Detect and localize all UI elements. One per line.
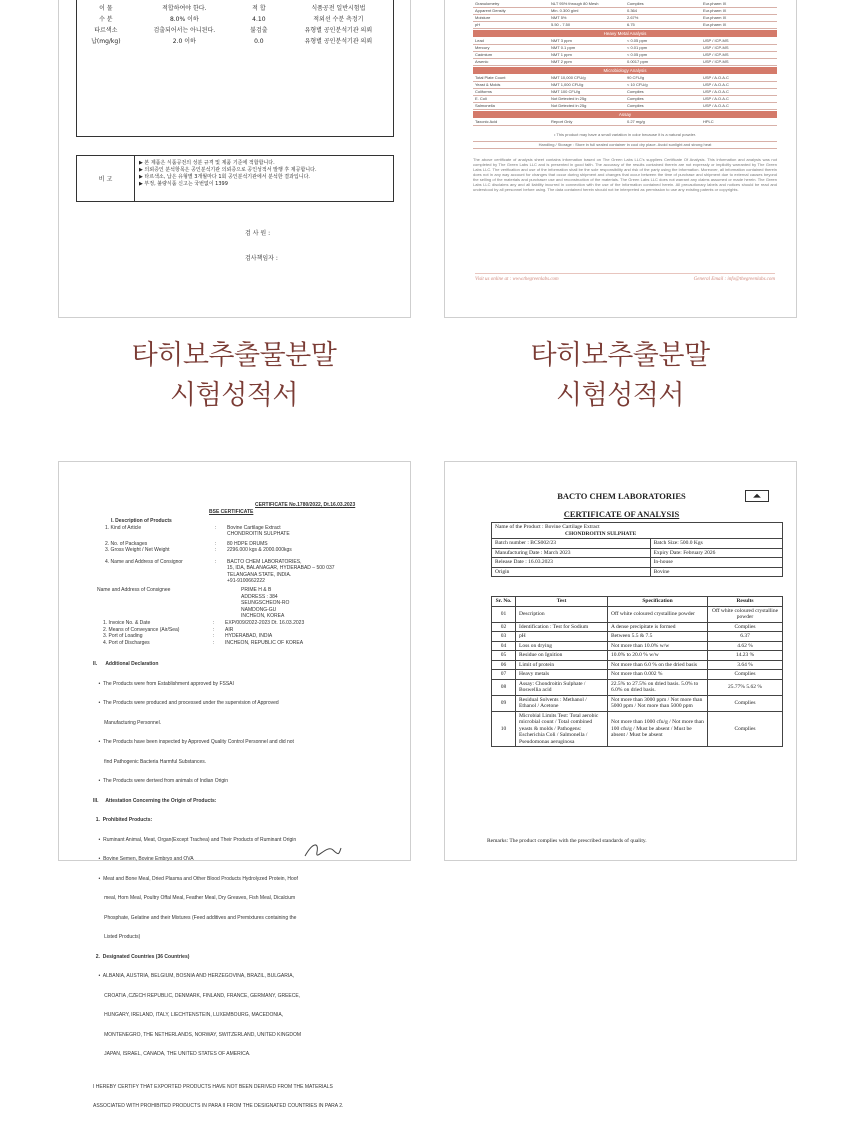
tr-cell: Total Plate Count bbox=[475, 75, 506, 80]
br-cell: 01 bbox=[492, 606, 516, 622]
tr-footer-web: Visit us online at : www.thegreenlabs.com bbox=[475, 277, 559, 282]
tr-analysis-sheet bbox=[473, 1, 777, 192]
bl-colon: : bbox=[215, 540, 217, 547]
tr-cell: Eur.pharm IX bbox=[703, 8, 727, 13]
tr-cell: 0.364 bbox=[627, 8, 638, 13]
br-cell: 07 bbox=[492, 670, 516, 680]
kr-note-line: ▶ 본 제품은 식품공전의 성분 규격 및 제품 기준에 적합합니다. bbox=[139, 160, 275, 166]
br-cell: 25.77% 5.62 % bbox=[708, 679, 783, 695]
table-row bbox=[473, 96, 777, 103]
br-cell: 14.23 % bbox=[708, 651, 783, 661]
br-cell: Not more than 1000 cfu/g / Not more than 100 cfu/g / Must be absent / Must be absent / Must be absent bbox=[608, 711, 708, 747]
kr-cell: 적 합 bbox=[252, 5, 266, 12]
br-cell: Origin bbox=[492, 567, 651, 577]
tr-cell: Taxonic Acid bbox=[475, 119, 498, 124]
tr-disclaimer: The above certificate of analysis sheet contains information based on The Green Labs LLC's suppliers Certificate Of Analysis. This information and analysis was not completed by The Green Labs LLC and is presented in good faith. The accuracy of the results contained therein are not expressly or implicitly warranted by The Green Labs LLC. The verification and use of the information shall be the sole responsibility and risk of the party using the information. Moreover, all information contained therein does not in any way account for changes that occur during shipment and changes that occur between the time of purchase and shipment due to external causes beyond the selling of the materials and purchaser use and reconstruction of the materials. The Green Labs LLC does not warrant any claims assumed or made herein. The Green Labs LLC disclaims any and all liability incurred in connection with the use of the information contained herein. All precautionary labels and notices should be read and understood by all personnel before using. The data contained herein should not be interpreted as permission to use any existing patents or copyrights. bbox=[473, 157, 777, 192]
bl-line: I HEREBY CERTIFY THAT EXPORTED PRODUCTS HAVE NOT BEEN DERIVED FROM THE MATERIALS bbox=[93, 1083, 333, 1090]
kr-cell: 4.10 bbox=[252, 16, 266, 23]
br-cell bbox=[492, 523, 783, 539]
table-row bbox=[492, 632, 783, 642]
bl-line: HUNGARY, IRELAND, ITALY, LIECHTENSTEIN, LUXEMBOURG, MACEDONIA, bbox=[93, 1012, 284, 1018]
tr-cell: 0.0017 ppm bbox=[627, 59, 649, 64]
kr-note-label: 비 고 bbox=[77, 156, 135, 201]
bl-consignee-label: Name and Address of Consignee bbox=[97, 587, 171, 593]
kr-cell: 납(mg/kg) bbox=[91, 38, 121, 45]
tr-cell: Salmonella bbox=[475, 103, 495, 108]
bl-value: BACTO CHEM LABORATORIES, 15, IDA, BALANAGAR, HYDERABAD – 500 037 TELANGANA STATE, INDIA. +91-9100662222 bbox=[227, 558, 335, 584]
br-cell: 6.37 bbox=[708, 632, 783, 642]
tr-cell: Cadmium bbox=[475, 52, 493, 57]
br-cell: Not more than 10.0% w/w bbox=[608, 641, 708, 651]
caption-right-line1: 타히보추출분말 bbox=[530, 340, 710, 371]
br-cell: 22.5% to 27.5% on dried basis. 5.0% to 6.0% on dried basis. bbox=[608, 679, 708, 695]
caption-left bbox=[54, 336, 414, 416]
tr-cell: 0.27 mg/g bbox=[627, 119, 645, 124]
br-cell: 4.62 % bbox=[708, 641, 783, 651]
tr-cell: Eur.pharm IX bbox=[703, 1, 727, 6]
table-row bbox=[473, 82, 777, 89]
bl-colon: : bbox=[215, 524, 217, 531]
kr-cell: 2.0 이하 bbox=[172, 38, 196, 45]
tr-cell: NMT 3 ppm bbox=[551, 38, 572, 43]
table-row bbox=[492, 641, 783, 651]
br-cell: Not more than 0.002 % bbox=[608, 670, 708, 680]
tr-cell: Apparent Density bbox=[475, 8, 506, 13]
tr-cell: 90 CFU/g bbox=[627, 75, 645, 80]
br-cell: Description bbox=[516, 606, 608, 622]
tr-cell: USP / A.O.A.C bbox=[703, 75, 729, 80]
br-header: Specification bbox=[608, 597, 708, 607]
bl-body bbox=[93, 648, 405, 1123]
tr-cell: < 0.01 ppm bbox=[627, 45, 648, 50]
br-product-table bbox=[491, 522, 783, 577]
bl-line: • Ruminant Animal, Meat, Organ(Except Trachea) and Their Products of Ruminant Origin bbox=[93, 836, 297, 843]
tr-cell: Yeast & Molds bbox=[475, 82, 501, 87]
bl-line: • The Products were from Establishment approved by FSSAI bbox=[93, 680, 234, 687]
tr-cell: Eur.pharm IX bbox=[703, 15, 727, 20]
bl-item bbox=[105, 559, 395, 585]
tr-cell: < 0.05 ppm bbox=[627, 52, 648, 57]
tr-cell: 6.75 bbox=[627, 22, 635, 27]
br-cell: 06 bbox=[492, 660, 516, 670]
bl-item bbox=[105, 547, 395, 554]
caption-right bbox=[440, 336, 800, 416]
bl-items bbox=[105, 518, 395, 585]
tr-cell: NMT 0.1 ppm bbox=[551, 45, 576, 50]
table-row bbox=[77, 14, 393, 25]
table-row bbox=[473, 75, 777, 82]
kr-cell: 수 분 bbox=[99, 16, 113, 23]
bl-key: 2. No. of Packages bbox=[105, 540, 148, 547]
tr-cell: NMT 10,000 CFU/g bbox=[551, 75, 586, 80]
br-cell: Bovine bbox=[650, 567, 782, 577]
bl-value: 2296.000 kgs & 2000.000kgs bbox=[227, 547, 292, 553]
kr-cell: 타르색소 bbox=[94, 27, 118, 34]
bl-value: 80 HDPE DRUMS bbox=[227, 540, 268, 547]
table-row bbox=[473, 52, 777, 59]
br-cell: In-house bbox=[650, 558, 782, 568]
bl-cert-no: CERTIFICATE No.1780/2022, Dt.16.03.2023 bbox=[255, 502, 356, 508]
table-row bbox=[473, 59, 777, 66]
table-row bbox=[473, 8, 777, 15]
tr-storage: Handling / Storage : Store in full sealed container in cool dry place. Avoid sunlight and strong heat bbox=[473, 141, 777, 149]
tr-note: • This product may have a small variation in color because it is a natural powder. bbox=[553, 132, 697, 137]
bl-line: meal, Horn Meal, Poultry Offal Meal, Feather Meal, Dry Greaves, Fish Meal, Dicalcium bbox=[93, 895, 296, 901]
table-row bbox=[473, 38, 777, 45]
kr-inspector: 검 사 원 : bbox=[245, 230, 271, 237]
kr-cell: 8.0% 이하 bbox=[169, 16, 199, 23]
kr-cell: 유형별 공인분석기관 의뢰 bbox=[304, 38, 373, 45]
kr-cell: 불검출 bbox=[250, 27, 268, 34]
br-cell: Heavy metals bbox=[516, 670, 608, 680]
tr-cell: Report Only bbox=[551, 119, 573, 124]
kr-cell: 이 물 bbox=[99, 5, 113, 12]
table-row bbox=[492, 670, 783, 680]
bacto-chem-certificate-image bbox=[444, 461, 797, 861]
bl-key: 2. Means of Conveyance (Air/Sea) bbox=[103, 626, 180, 633]
bl-key: 4. Name and Address of Consignor bbox=[105, 558, 183, 565]
br-cell: 05 bbox=[492, 651, 516, 661]
table-row bbox=[473, 1, 777, 8]
tr-cell: Mercury bbox=[475, 45, 490, 50]
br-cell: 08 bbox=[492, 679, 516, 695]
caption-right-line2: 시험성적서 bbox=[556, 380, 684, 411]
tr-cell: USP / ICP-MS bbox=[703, 45, 729, 50]
bl-colon: : bbox=[213, 639, 215, 646]
br-product-name: CHONDROITIN SULPHATE bbox=[565, 530, 637, 537]
kr-cell: 적외선 수분 측정기 bbox=[313, 16, 364, 23]
bl-line: • The Products have been inspected by Approved Quality Control Personnel and did not bbox=[93, 739, 294, 745]
bl-line: • Bovine Semen, Bovine Embryo and OVA bbox=[93, 856, 194, 862]
kr-manager: 검사책임자 : bbox=[245, 255, 278, 262]
kr-note-line: ▶ 타르색소, 납은 유형별 3개월마다 1회 공인분석기관에서 분석한 결과입니다. bbox=[139, 174, 311, 180]
bl-colon: : bbox=[213, 626, 215, 633]
table-row bbox=[492, 679, 783, 695]
br-cell: Batch Size: 500.0 Kgs bbox=[650, 539, 782, 549]
tr-cell: USP / A.O.A.C bbox=[703, 82, 729, 87]
kr-result-table bbox=[76, 0, 394, 137]
table-row bbox=[473, 15, 777, 22]
table-row bbox=[77, 36, 393, 47]
br-cell: 03 bbox=[492, 632, 516, 642]
br-cell: Not more than 3000 ppm / Not more than 5000 ppm / Not more than 5000 ppm bbox=[608, 695, 708, 711]
br-cell: Residual Solvents : Methanol / Ethanol / Acetone bbox=[516, 695, 608, 711]
table-row bbox=[473, 119, 777, 126]
tr-cell: USP / A.O.A.C bbox=[703, 96, 729, 101]
bl-line: find Pathogenic Bacteria Harmful Substances. bbox=[93, 758, 207, 765]
kr-cell: 유형별 공인분석기관 의뢰 bbox=[304, 27, 373, 34]
tr-cell: Complies bbox=[627, 96, 644, 101]
caption-left-line2: 시험성적서 bbox=[170, 380, 298, 411]
br-cell: Loss on drying bbox=[516, 641, 608, 651]
table-row bbox=[492, 695, 783, 711]
br-remarks: Remarks: The product complies with the prescribed standards of quality. bbox=[487, 838, 647, 844]
tr-cell: Min. 0.300 g/ml bbox=[551, 8, 579, 13]
kr-cell: 적합하여야 한다. bbox=[162, 5, 207, 12]
kr-note-line: ▶ 의뢰증인 분석항목은 공인분석기관 의뢰증으로 공인성적서 발행 후 제공합니다. bbox=[139, 167, 317, 173]
bl-value: AIR bbox=[225, 626, 234, 633]
tr-cell: Coliforms bbox=[475, 89, 492, 94]
bl-line: JAPAN, ISRAEL, CANADA, THE UNITED STATES OF AMERICA. bbox=[93, 1051, 251, 1057]
br-header: Sr. No. bbox=[492, 597, 516, 607]
bl-key: 1. Kind of Article bbox=[105, 524, 142, 531]
br-logo-icon: ◢◣ bbox=[745, 490, 769, 502]
tr-cell: HPLC bbox=[703, 119, 714, 124]
tr-cell: 5.50 - 7.50 bbox=[551, 22, 571, 27]
bl-line: Phosphate, Gelatine and their Mixtures (Feed additives and Premixtures containing the bbox=[93, 914, 297, 921]
br-cell: Manufacturing Date : March 2023 bbox=[492, 548, 651, 558]
tr-cell: NMT 2 ppm bbox=[551, 59, 572, 64]
kr-cell: 0.0 bbox=[254, 38, 264, 45]
br-header: Results bbox=[708, 597, 783, 607]
korean-certificate-image bbox=[58, 0, 411, 318]
bl-key: 4. Port of Discharges bbox=[103, 639, 150, 646]
table-row bbox=[492, 651, 783, 661]
bl-bse-title: BSE CERTIFICATE bbox=[209, 509, 254, 515]
assay-band: Assay bbox=[473, 111, 777, 118]
bl-line: • The Products were derived from animals of Indian Origin bbox=[93, 778, 229, 784]
br-cell: Complies bbox=[708, 670, 783, 680]
br-cell: 09 bbox=[492, 695, 516, 711]
bl-item bbox=[105, 525, 395, 538]
tr-cell: NMT 5% bbox=[551, 15, 567, 20]
br-cell: Off white coloured crystalline powder bbox=[708, 606, 783, 622]
br-cell: A dense precipitate is formed bbox=[608, 622, 708, 632]
bl-colon: : bbox=[213, 633, 215, 639]
tr-cell: Arsenic bbox=[475, 59, 489, 64]
bl-line: III. Attestation Concerning the Origin of Products: bbox=[93, 797, 217, 804]
br-lab-name: BACTO CHEM LABORATORIES bbox=[557, 491, 686, 501]
tr-footer-email: General Email : info@thegreenlabs.com bbox=[693, 277, 775, 282]
br-cell: Batch number : BCS002/23 bbox=[492, 539, 651, 549]
bl-line: • The Products were produced and processed under the supervision of Approved bbox=[93, 700, 279, 706]
br-cell: Expiry Date: February 2026 bbox=[650, 548, 782, 558]
bl-key: 1. Invoice No. & Date bbox=[103, 620, 151, 626]
table-row bbox=[473, 103, 777, 110]
br-cell: 10 bbox=[492, 711, 516, 747]
tr-cell: pH bbox=[475, 22, 481, 27]
bse-certificate-image bbox=[58, 461, 411, 1109]
table-header bbox=[492, 597, 783, 607]
br-cell: Between 5.5 & 7.5 bbox=[608, 632, 708, 642]
br-cell: Complies bbox=[708, 695, 783, 711]
caption-left-line1: 타히보추출물분말 bbox=[131, 340, 337, 371]
table-row bbox=[473, 45, 777, 52]
tr-cell: NMT 100 CFU/g bbox=[551, 89, 581, 94]
tr-cell: Eur.pharm IX bbox=[703, 22, 727, 27]
kr-cell: 검출되어서는 아니된다. bbox=[153, 27, 216, 34]
table-row bbox=[77, 3, 393, 14]
bl-line: • Meat and Bone Meal, Dried Plasma and Other Blood Products Hydrolyzed Protein, Hoof bbox=[93, 875, 298, 882]
tr-cell: 2.67% bbox=[627, 15, 639, 20]
br-cert-title: CERTIFICATE OF ANALYSIS bbox=[563, 509, 680, 519]
tr-cell: Complies bbox=[627, 89, 644, 94]
kr-note-box bbox=[76, 155, 394, 202]
kr-cell: 식품공전 일반시험법 bbox=[311, 5, 366, 12]
tr-cell: < 10 CFU/g bbox=[627, 82, 648, 87]
br-cell: Not more than 6.0 % on the dried basis bbox=[608, 660, 708, 670]
bl-invoice bbox=[103, 620, 403, 646]
table-row bbox=[473, 89, 777, 96]
tr-cell: Granulometry bbox=[475, 1, 500, 6]
tr-cell: Not Detected in 25g bbox=[551, 103, 587, 108]
br-cell: Complies bbox=[708, 711, 783, 747]
bl-colon: : bbox=[215, 558, 217, 565]
br-cell: Release Date : 16.03.2023 bbox=[492, 558, 651, 568]
table-row bbox=[492, 606, 783, 622]
tr-footer bbox=[475, 273, 775, 282]
br-cell: Complies bbox=[708, 622, 783, 632]
bl-consignee: PRIME H & B ADDRESS : 384 SEUNGSCHEON-RO NAMDONG-GU INCHEON, KOREA bbox=[241, 587, 290, 619]
bl-colon: : bbox=[213, 620, 215, 626]
tr-cell: USP / ICP-MS bbox=[703, 38, 729, 43]
br-cell: pH bbox=[516, 632, 608, 642]
tr-cell: Complies bbox=[627, 1, 644, 6]
tr-cell: USP / A.O.A.C bbox=[703, 103, 729, 108]
micro-band: Microbiology Analysis bbox=[473, 67, 777, 74]
bl-key: 3. Port of Loading bbox=[103, 633, 143, 639]
bl-value: Bovine Cartilage Extract CHONDROITIN SULPHATE bbox=[227, 524, 290, 537]
tr-cell: NMT 1,000 CFU/g bbox=[551, 82, 584, 87]
bl-line: 2. Designated Countries (36 Countries) bbox=[93, 953, 190, 960]
tr-cell: E. Coli bbox=[475, 96, 487, 101]
bl-line: 1. Prohibited Products: bbox=[93, 817, 153, 823]
br-header: Test bbox=[516, 597, 608, 607]
br-cell: Identification : Test for Sodium bbox=[516, 622, 608, 632]
tr-cell: USP / A.O.A.C bbox=[703, 89, 729, 94]
tr-cell: < 0.05 ppm bbox=[627, 38, 648, 43]
bl-key: 3. Gross Weight / Net Weight bbox=[105, 547, 170, 553]
tr-cell: USP / ICP-MS bbox=[703, 59, 729, 64]
br-cell: 10.0% to 20.0 % w/w bbox=[608, 651, 708, 661]
table-row bbox=[77, 25, 393, 36]
bl-line: CROATIA ,CZECH REPUBLIC, DENMARK, FINLAND, FRANCE, GERMANY, GREECE, bbox=[93, 992, 301, 999]
table-row bbox=[492, 711, 783, 747]
tr-cell: USP / ICP-MS bbox=[703, 52, 729, 57]
br-cell: Off white coloured crystalline powder bbox=[608, 606, 708, 622]
green-labs-certificate-image bbox=[444, 0, 797, 318]
br-cell: 3.64 % bbox=[708, 660, 783, 670]
tr-cell: NMT 1 ppm bbox=[551, 52, 572, 57]
br-cell: Limit of protein bbox=[516, 660, 608, 670]
bl-section-title: I. Description of Products bbox=[111, 518, 172, 524]
tr-cell: Lead bbox=[475, 38, 484, 43]
bl-line: ASSOCIATED WITH PROHIBITED PRODUCTS IN PARA II FROM THE DESIGNATED COUNTRIES IN PARA 2. bbox=[93, 1103, 344, 1109]
table-row bbox=[492, 660, 783, 670]
br-cell: 02 bbox=[492, 622, 516, 632]
tr-cell: Moisture bbox=[475, 15, 491, 20]
br-cell: Assay: Chondroitin Sulphate / Boswellia acid bbox=[516, 679, 608, 695]
bl-line: • ALBANIA, AUSTRIA, BELGIUM, BOSNIA AND HERZEGOVINA, BRAZIL, BULGARIA, bbox=[93, 973, 294, 979]
tr-cell: NLT 95% through 80 Mesh bbox=[551, 1, 599, 6]
bl-line: Manufacturing Personnel. bbox=[93, 719, 162, 726]
br-cell: Microbial Limits Test: Total aerobic microbial count / Total combined yeasts & molds / Pathogens: Escherichia Coli / Salmonella / Pseudomonas aeruginosa bbox=[516, 711, 608, 747]
br-results-table bbox=[491, 596, 783, 747]
signature-icon bbox=[303, 840, 343, 860]
br-cell: 04 bbox=[492, 641, 516, 651]
bl-value: EXP/009/2022-2023 Dt. 16.03.2023 bbox=[225, 620, 305, 626]
kr-note-line: ▶ 부정, 불량식품 신고는 국번없이 1399 bbox=[139, 181, 228, 187]
br-product-label: Name of the Product : Bovine Cartilage Extract bbox=[495, 524, 600, 530]
bl-colon: : bbox=[215, 547, 217, 553]
bl-line: II. Additional Declaration bbox=[93, 661, 159, 667]
tr-cell: Not Detected in 25g bbox=[551, 96, 587, 101]
br-cell: Residue on Ignition bbox=[516, 651, 608, 661]
bl-line: MONTENEGRO, THE NETHERLANDS, NORWAY, SWITZERLAND, UNITED KINGDOM bbox=[93, 1031, 302, 1038]
bl-value: HYDERABAD, INDIA bbox=[225, 633, 273, 639]
heavy-metal-band: Heavy Metal Analysis bbox=[473, 30, 777, 37]
bl-value: INCHEON, REPUBLIC OF KOREA bbox=[225, 639, 304, 646]
table-row bbox=[473, 22, 777, 29]
bl-item bbox=[103, 640, 403, 647]
bl-line: Listed Products) bbox=[93, 934, 141, 940]
tr-cell: Complies bbox=[627, 103, 644, 108]
table-row bbox=[492, 622, 783, 632]
